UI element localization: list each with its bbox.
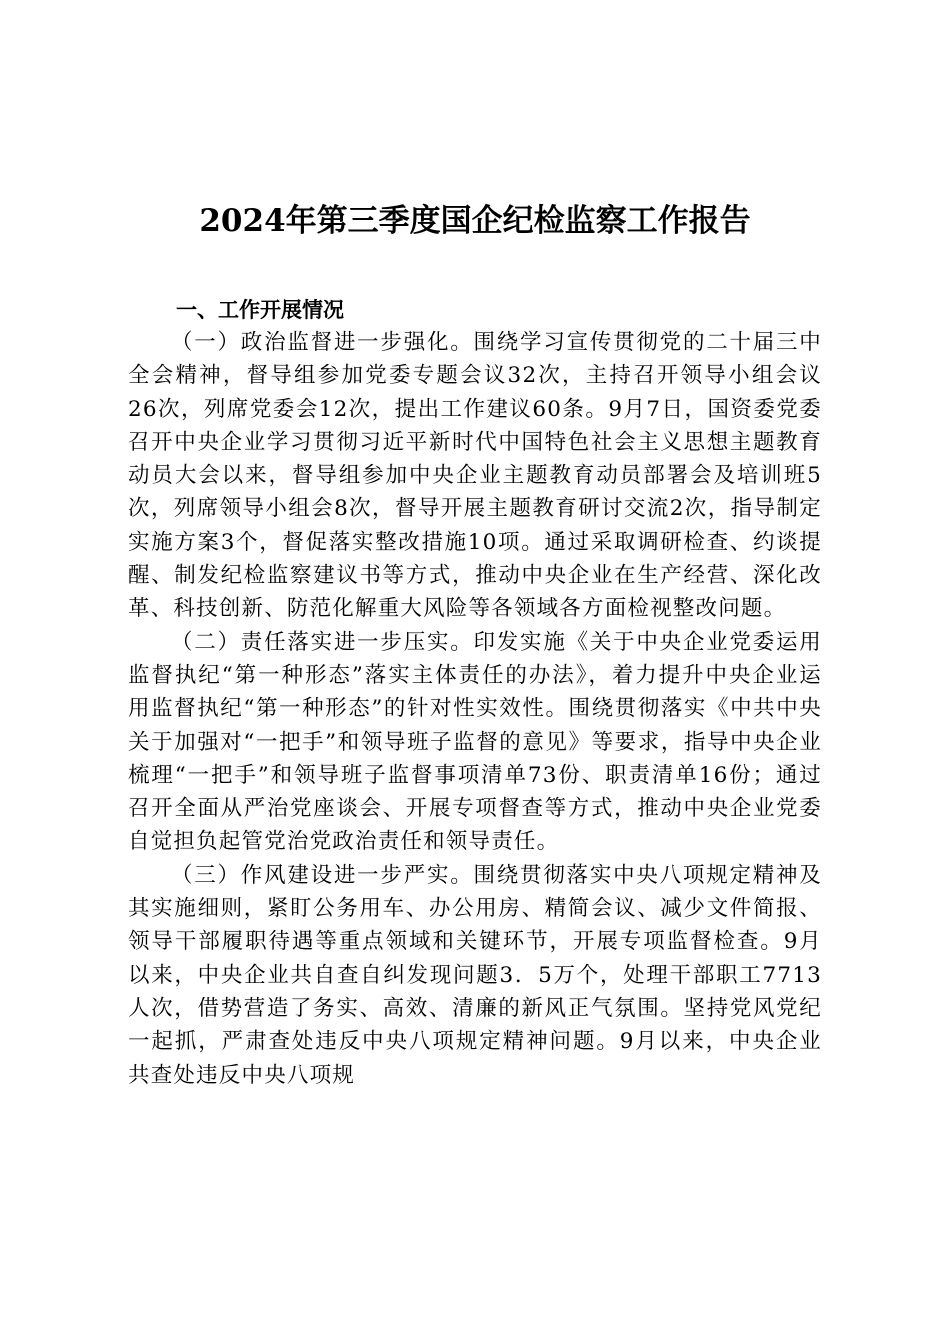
document-body bbox=[128, 326, 822, 1092]
document-title: 2024年第三季度国企纪检监察工作报告 bbox=[199, 203, 751, 239]
paragraph-responsibility: （二）责任落实进一步压实。印发实施《关于中央企业党委运用监督执纪“第一种形态”落实主体责任的办法》，着力提升中央企业运用监督执纪“第一种形态”的针对性实效性。围绕贯彻落实《中共中央关于加强对“一把手”和领导班子监督的意见》等要求，指导中央企业梳理“一把手”和领导班子监督事项清单73份、职责清单16份；通过召开全面从严治党座谈会、开展专项督查等方式，推动中央企业党委自觉担负起管党治党政治责任和领导责任。 bbox=[128, 629, 822, 855]
paragraph-political-supervision: （一）政治监督进一步强化。围绕学习宣传贯彻党的二十届三中全会精神，督导组参加党委专题会议32次，主持召开领导小组会议26次，列席党委会12次，提出工作建议60条。9月7日，国资委党委召开中央企业学习贯彻习近平新时代中国特色社会主义思想主题教育动员大会以来，督导组参加中央企业主题教育动员部署会及培训班5次，列席领导小组会8次，督导开展主题教育研讨交流2次，指导制定实施方案3个，督促落实整改措施10项。通过采取调研检查、约谈提醒、制发纪检监察建议书等方式，推动中央企业在生产经营、深化改革、科技创新、防范化解重大风险等各领域各方面检视整改问题。 bbox=[128, 330, 822, 622]
paragraph-work-style: （三）作风建设进一步严实。围绕贯彻落实中央八项规定精神及其实施细则，紧盯公务用车、办公用房、精简会议、减少文件简报、领导干部履职待遇等重点领域和关键环节，开展专项监督检查。9月以来，中央企业共自查自纠发现问题3．5万个，处理干部职工7713人次，借势营造了务实、高效、清廉的新风正气氛围。坚持党风党纪一起抓，严肃查处违反中央八项规定精神问题。9月以来，中央企业共查处违反中央八项规 bbox=[128, 862, 822, 1088]
section-heading: 一、工作开展情况 bbox=[176, 298, 344, 322]
